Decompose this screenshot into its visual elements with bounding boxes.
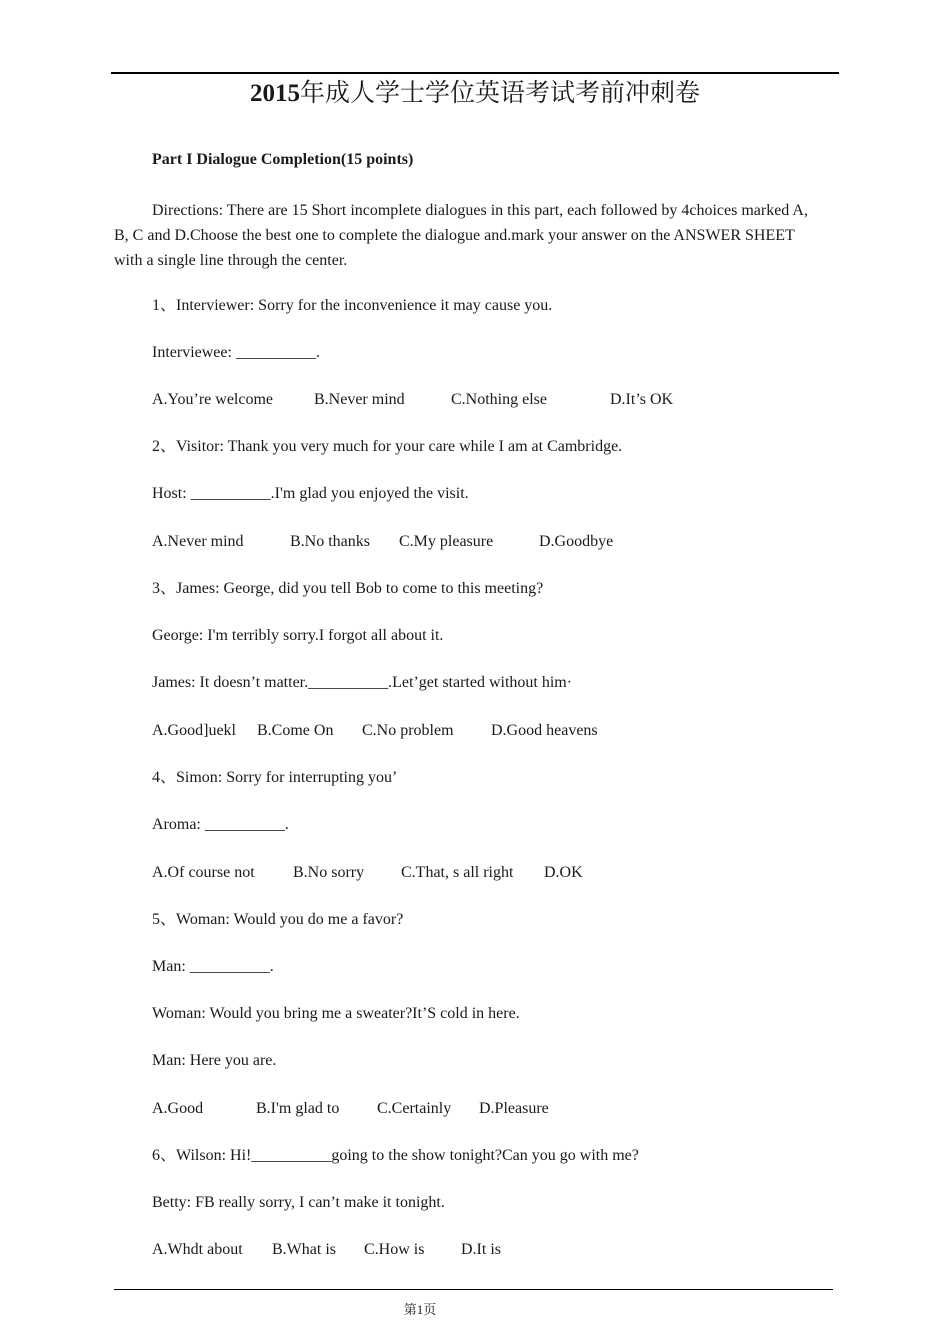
- question-3-option-a: A.Good]uekl: [152, 722, 236, 739]
- question-5-closing: Man: Here you are.: [152, 1052, 277, 1069]
- question-4-response: Aroma: __________.: [152, 816, 289, 833]
- question-3-option-b: B.Come On: [257, 722, 334, 739]
- top-rule: [111, 72, 839, 74]
- question-5-option-b: B.I'm glad to: [256, 1100, 340, 1117]
- question-5-followup: Woman: Would you bring me a sweater?It’S cold in here.: [152, 1005, 520, 1022]
- question-6-option-a: A.Whdt about: [152, 1241, 243, 1258]
- question-3-response: George: I'm terribly sorry.I forgot all about it.: [152, 627, 444, 644]
- question-1-prompt: 1、Interviewer: Sorry for the inconvenience it may cause you.: [152, 297, 553, 314]
- question-2-option-a: A.Never mind: [152, 533, 244, 550]
- question-3-followup: James: It doesn’t matter.__________.Let’get started without him·: [152, 674, 573, 691]
- question-2-option-b: B.No thanks: [290, 533, 370, 550]
- question-4-option-b: B.No sorry: [293, 864, 365, 881]
- title-text: 年成人学士学位英语考试考前冲刺卷: [299, 80, 700, 107]
- page-number: 第1页: [403, 1302, 437, 1317]
- question-5-option-c: C.Certainly: [377, 1100, 452, 1117]
- question-6-response: Betty: FB really sorry, I can’t make it tonight.: [152, 1194, 445, 1211]
- question-3-prompt: 3、James: George, did you tell Bob to come to this meeting?: [152, 580, 544, 597]
- page-title: [0, 78, 950, 110]
- directions-paragraph: Directions: There are 15 Short incomplete dialogues in this part, each followed by 4choices marked A, B, C and D.Choose the best one to complete the dialogue and.mark your answer on the ANSWER SHEET with a single line through the center.: [114, 202, 808, 269]
- question-6-option-c: C.How is: [364, 1241, 425, 1258]
- question-6-option-b: B.What is: [272, 1241, 336, 1258]
- question-1-option-a: A.You’re welcome: [152, 391, 274, 408]
- question-4-option-d: D.OK: [544, 864, 583, 881]
- question-2-prompt: 2、Visitor: Thank you very much for your care while I am at Cambridge.: [152, 438, 623, 455]
- bottom-rule: [114, 1289, 833, 1290]
- question-4-option-c: C.That, s all right: [401, 864, 514, 881]
- question-4-prompt: 4、Simon: Sorry for interrupting you’: [152, 769, 398, 786]
- question-5-option-d: D.Pleasure: [479, 1100, 549, 1117]
- question-1-option-d: D.It’s OK: [610, 391, 674, 408]
- question-5-response: Man: __________.: [152, 958, 274, 975]
- question-2-option-c: C.My pleasure: [399, 533, 494, 550]
- question-4-option-a: A.Of course not: [152, 864, 255, 881]
- title-year: 2015: [249, 80, 300, 107]
- question-1-response: Interviewee: __________.: [152, 344, 320, 361]
- question-2-option-d: D.Goodbye: [539, 533, 614, 550]
- question-3-option-d: D.Good heavens: [491, 722, 598, 739]
- part-heading: Part I Dialogue Completion(15 points): [152, 151, 414, 168]
- question-1-option-b: B.Never mind: [314, 391, 405, 408]
- question-6-prompt: 6、Wilson: Hi!__________going to the show tonight?Can you go with me?: [152, 1147, 639, 1164]
- question-5-prompt: 5、Woman: Would you do me a favor?: [152, 911, 404, 928]
- question-5-option-a: A.Good: [152, 1100, 204, 1117]
- question-1-option-c: C.Nothing else: [451, 391, 547, 408]
- question-3-option-c: C.No problem: [362, 722, 454, 739]
- question-6-option-d: D.It is: [461, 1241, 501, 1258]
- question-2-response: Host: __________.I'm glad you enjoyed the visit.: [152, 485, 469, 502]
